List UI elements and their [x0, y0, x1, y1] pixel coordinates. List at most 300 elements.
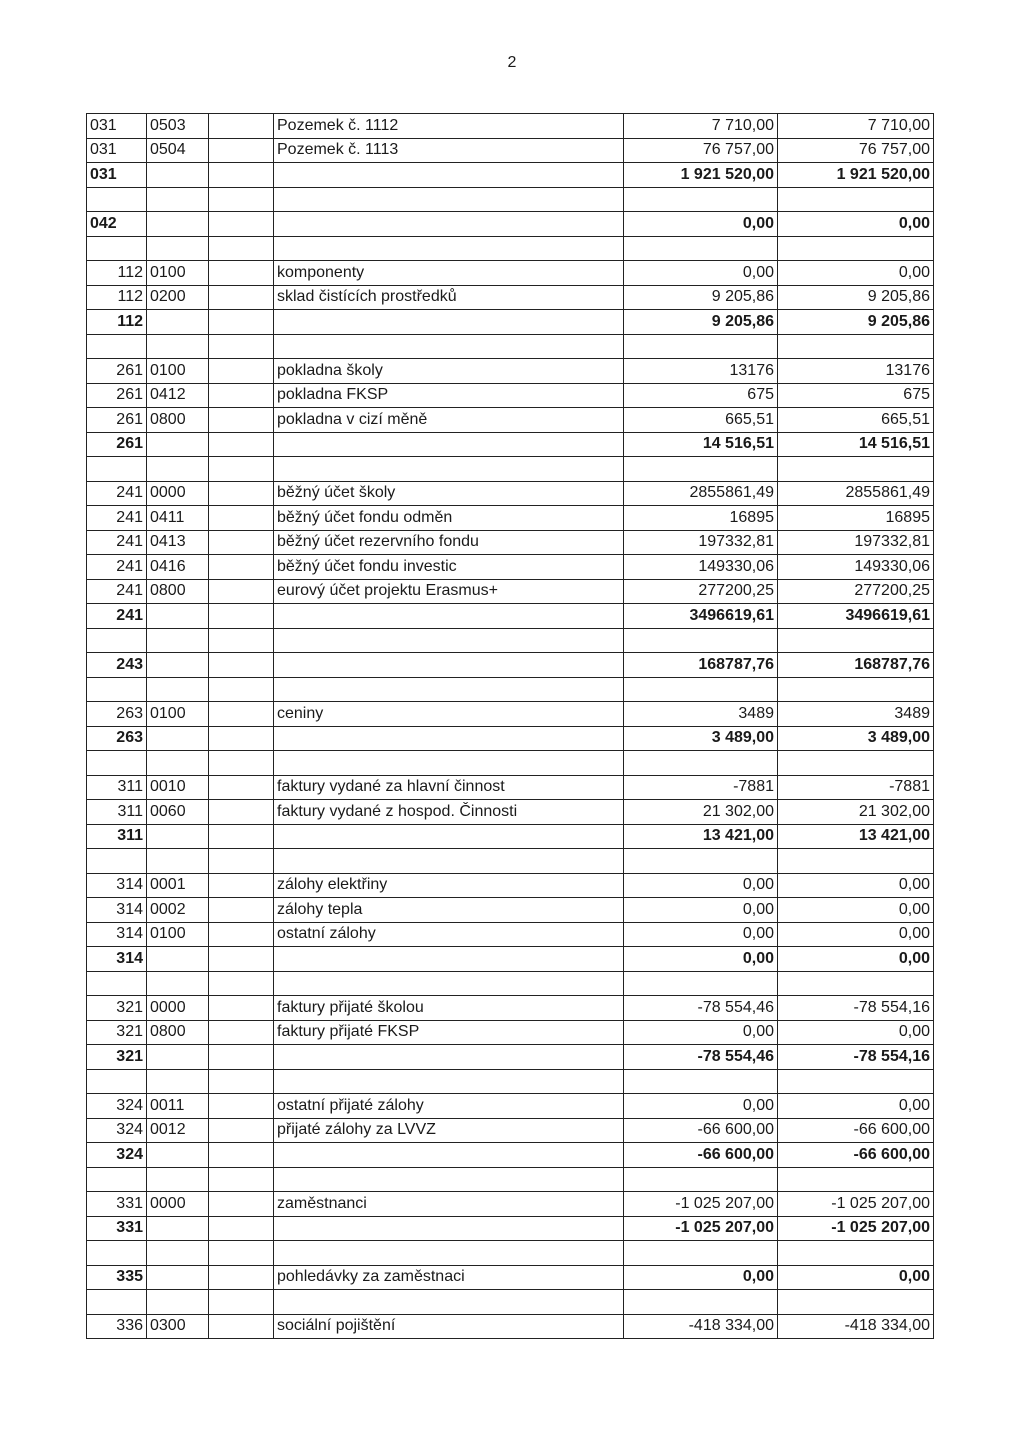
balance-end-cell: -78 554,16 [778, 1045, 934, 1070]
spacer-row [87, 849, 934, 874]
account-name-cell [274, 310, 624, 335]
empty-cell [209, 408, 274, 433]
empty-cell [209, 898, 274, 923]
synthetic-account-cell [87, 628, 147, 653]
account-name-cell: eurový účet projektu Erasmus+ [274, 579, 624, 604]
account-total-row [87, 212, 934, 237]
account-name-cell: pokladna školy [274, 359, 624, 384]
account-name-cell [274, 726, 624, 751]
synthetic-account-cell [87, 1241, 147, 1266]
account-total-row [87, 163, 934, 188]
balance-start-cell [624, 1167, 778, 1192]
synthetic-account-cell: 324 [87, 1118, 147, 1143]
account-row [87, 1192, 934, 1217]
balance-start-cell: 0,00 [624, 1094, 778, 1119]
analytic-account-cell: 0800 [147, 408, 209, 433]
account-name-cell [274, 163, 624, 188]
spacer-row [87, 334, 934, 359]
account-name-cell: zaměstnanci [274, 1192, 624, 1217]
account-row [87, 481, 934, 506]
analytic-account-cell: 0200 [147, 285, 209, 310]
balance-start-cell: -66 600,00 [624, 1143, 778, 1168]
account-name-cell [274, 1069, 624, 1094]
synthetic-account-cell: 335 [87, 1265, 147, 1290]
empty-cell [209, 653, 274, 678]
spacer-row [87, 628, 934, 653]
account-row [87, 922, 934, 947]
account-name-cell: faktury vydané z hospod. Činnosti [274, 800, 624, 825]
balance-start-cell: 0,00 [624, 261, 778, 286]
account-name-cell: přijaté zálohy za LVVZ [274, 1118, 624, 1143]
account-name-cell [274, 1167, 624, 1192]
synthetic-account-cell: 314 [87, 898, 147, 923]
balance-end-cell: 0,00 [778, 1094, 934, 1119]
analytic-account-cell: 0060 [147, 800, 209, 825]
synthetic-account-cell: 324 [87, 1143, 147, 1168]
spacer-row [87, 187, 934, 212]
account-name-cell [274, 751, 624, 776]
analytic-account-cell: 0000 [147, 996, 209, 1021]
analytic-account-cell [147, 653, 209, 678]
empty-cell [209, 163, 274, 188]
synthetic-account-cell: 031 [87, 138, 147, 163]
balance-start-cell: 13 421,00 [624, 824, 778, 849]
empty-cell [209, 285, 274, 310]
balance-start-cell [624, 677, 778, 702]
analytic-account-cell: 0416 [147, 555, 209, 580]
balance-end-cell: 7 710,00 [778, 114, 934, 139]
synthetic-account-cell [87, 334, 147, 359]
account-name-cell [274, 849, 624, 874]
balance-end-cell [778, 1241, 934, 1266]
balance-end-cell [778, 1167, 934, 1192]
synthetic-account-cell: 331 [87, 1216, 147, 1241]
analytic-account-cell: 0002 [147, 898, 209, 923]
synthetic-account-cell: 314 [87, 947, 147, 972]
account-total-row [87, 604, 934, 629]
analytic-account-cell: 0300 [147, 1314, 209, 1339]
synthetic-account-cell [87, 457, 147, 482]
balance-start-cell: 9 205,86 [624, 310, 778, 335]
account-name-cell [274, 187, 624, 212]
synthetic-account-cell: 336 [87, 1314, 147, 1339]
analytic-account-cell: 0001 [147, 873, 209, 898]
synthetic-account-cell [87, 971, 147, 996]
analytic-account-cell [147, 947, 209, 972]
empty-cell [209, 1290, 274, 1315]
empty-cell [209, 261, 274, 286]
synthetic-account-cell: 112 [87, 285, 147, 310]
balance-start-cell: 0,00 [624, 212, 778, 237]
analytic-account-cell [147, 310, 209, 335]
analytic-account-cell: 0100 [147, 922, 209, 947]
empty-cell [209, 212, 274, 237]
empty-cell [209, 1216, 274, 1241]
balance-start-cell: -7881 [624, 775, 778, 800]
balance-start-cell: 3 489,00 [624, 726, 778, 751]
account-row [87, 1314, 934, 1339]
balance-start-cell [624, 751, 778, 776]
synthetic-account-cell: 261 [87, 383, 147, 408]
account-name-cell: ostatní zálohy [274, 922, 624, 947]
spacer-row [87, 971, 934, 996]
account-name-cell: zálohy elektřiny [274, 873, 624, 898]
empty-cell [209, 555, 274, 580]
synthetic-account-cell: 031 [87, 163, 147, 188]
account-total-row [87, 310, 934, 335]
balance-end-cell [778, 1290, 934, 1315]
balance-start-cell: -1 025 207,00 [624, 1216, 778, 1241]
page-number: 2 [507, 54, 517, 71]
account-name-cell: ceniny [274, 702, 624, 727]
balance-start-cell [624, 187, 778, 212]
balance-end-cell: 0,00 [778, 922, 934, 947]
balance-end-cell [778, 971, 934, 996]
balance-start-cell: 13176 [624, 359, 778, 384]
analytic-account-cell [147, 1241, 209, 1266]
account-name-cell: běžný účet školy [274, 481, 624, 506]
empty-cell [209, 187, 274, 212]
analytic-account-cell [147, 334, 209, 359]
empty-cell [209, 824, 274, 849]
balance-end-cell: -1 025 207,00 [778, 1192, 934, 1217]
analytic-account-cell: 0100 [147, 261, 209, 286]
analytic-account-cell: 0000 [147, 1192, 209, 1217]
balance-start-cell: 168787,76 [624, 653, 778, 678]
account-total-row [87, 1045, 934, 1070]
analytic-account-cell [147, 1290, 209, 1315]
analytic-account-cell [147, 1265, 209, 1290]
empty-cell [209, 1069, 274, 1094]
account-name-cell [274, 653, 624, 678]
empty-cell [209, 310, 274, 335]
empty-cell [209, 530, 274, 555]
account-row [87, 800, 934, 825]
synthetic-account-cell: 311 [87, 775, 147, 800]
analytic-account-cell [147, 1069, 209, 1094]
balance-end-cell: 2855861,49 [778, 481, 934, 506]
balance-start-cell [624, 628, 778, 653]
empty-cell [209, 481, 274, 506]
analytic-account-cell: 0100 [147, 359, 209, 384]
empty-cell [209, 849, 274, 874]
balance-start-cell: 76 757,00 [624, 138, 778, 163]
synthetic-account-cell: 321 [87, 1045, 147, 1070]
balance-end-cell [778, 628, 934, 653]
balance-start-cell: 0,00 [624, 1020, 778, 1045]
empty-cell [209, 1314, 274, 1339]
empty-cell [209, 971, 274, 996]
account-name-cell: faktury přijaté školou [274, 996, 624, 1021]
synthetic-account-cell: 321 [87, 1020, 147, 1045]
spacer-row [87, 1069, 934, 1094]
account-row [87, 261, 934, 286]
account-balance-table [86, 113, 934, 1339]
empty-cell [209, 1045, 274, 1070]
synthetic-account-cell: 241 [87, 555, 147, 580]
account-row [87, 383, 934, 408]
analytic-account-cell [147, 751, 209, 776]
spacer-row [87, 1167, 934, 1192]
account-name-cell: pokladna FKSP [274, 383, 624, 408]
balance-start-cell: 16895 [624, 506, 778, 531]
account-name-cell: pohledávky za zaměstnaci [274, 1265, 624, 1290]
analytic-account-cell [147, 236, 209, 261]
balance-start-cell [624, 1241, 778, 1266]
analytic-account-cell: 0503 [147, 114, 209, 139]
account-row [87, 579, 934, 604]
account-name-cell [274, 1143, 624, 1168]
analytic-account-cell: 0411 [147, 506, 209, 531]
analytic-account-cell: 0010 [147, 775, 209, 800]
account-name-cell: Pozemek č. 1113 [274, 138, 624, 163]
account-name-cell: pokladna v cizí měně [274, 408, 624, 433]
empty-cell [209, 579, 274, 604]
synthetic-account-cell: 311 [87, 800, 147, 825]
ledger-body [87, 114, 934, 1339]
analytic-account-cell [147, 824, 209, 849]
empty-cell [209, 1143, 274, 1168]
balance-start-cell [624, 236, 778, 261]
account-row [87, 775, 934, 800]
account-row [87, 702, 934, 727]
balance-start-cell [624, 849, 778, 874]
analytic-account-cell: 0012 [147, 1118, 209, 1143]
account-name-cell: běžný účet fondu odměn [274, 506, 624, 531]
empty-cell [209, 114, 274, 139]
analytic-account-cell [147, 212, 209, 237]
balance-end-cell: -78 554,16 [778, 996, 934, 1021]
empty-cell [209, 506, 274, 531]
account-name-cell [274, 212, 624, 237]
balance-end-cell: -66 600,00 [778, 1143, 934, 1168]
synthetic-account-cell: 241 [87, 579, 147, 604]
account-total-row [87, 1143, 934, 1168]
synthetic-account-cell: 112 [87, 261, 147, 286]
analytic-account-cell [147, 849, 209, 874]
synthetic-account-cell: 331 [87, 1192, 147, 1217]
account-row [87, 1118, 934, 1143]
account-row [87, 114, 934, 139]
balance-end-cell: -66 600,00 [778, 1118, 934, 1143]
balance-end-cell: -7881 [778, 775, 934, 800]
empty-cell [209, 1020, 274, 1045]
empty-cell [209, 432, 274, 457]
balance-start-cell: 675 [624, 383, 778, 408]
balance-end-cell: 13176 [778, 359, 934, 384]
balance-end-cell: 3 489,00 [778, 726, 934, 751]
synthetic-account-cell [87, 677, 147, 702]
balance-end-cell: 3489 [778, 702, 934, 727]
synthetic-account-cell [87, 849, 147, 874]
spacer-row [87, 751, 934, 776]
empty-cell [209, 138, 274, 163]
balance-end-cell: 168787,76 [778, 653, 934, 678]
balance-start-cell [624, 971, 778, 996]
synthetic-account-cell: 311 [87, 824, 147, 849]
balance-end-cell: 0,00 [778, 212, 934, 237]
balance-start-cell: 665,51 [624, 408, 778, 433]
balance-start-cell: 7 710,00 [624, 114, 778, 139]
balance-start-cell: 9 205,86 [624, 285, 778, 310]
empty-cell [209, 775, 274, 800]
balance-end-cell: 0,00 [778, 898, 934, 923]
balance-start-cell [624, 457, 778, 482]
account-name-cell: sociální pojištění [274, 1314, 624, 1339]
balance-start-cell: 3496619,61 [624, 604, 778, 629]
synthetic-account-cell: 314 [87, 922, 147, 947]
synthetic-account-cell [87, 751, 147, 776]
analytic-account-cell: 0011 [147, 1094, 209, 1119]
balance-end-cell: 665,51 [778, 408, 934, 433]
spacer-row [87, 236, 934, 261]
balance-end-cell: 277200,25 [778, 579, 934, 604]
account-name-cell [274, 1290, 624, 1315]
balance-start-cell: 0,00 [624, 873, 778, 898]
analytic-account-cell: 0800 [147, 1020, 209, 1045]
account-name-cell: faktury přijaté FKSP [274, 1020, 624, 1045]
balance-end-cell: 16895 [778, 506, 934, 531]
account-name-cell: faktury vydané za hlavní činnost [274, 775, 624, 800]
balance-start-cell [624, 334, 778, 359]
account-name-cell: sklad čistících prostředků [274, 285, 624, 310]
empty-cell [209, 751, 274, 776]
analytic-account-cell [147, 1045, 209, 1070]
balance-end-cell [778, 849, 934, 874]
account-name-cell [274, 604, 624, 629]
empty-cell [209, 1192, 274, 1217]
analytic-account-cell [147, 604, 209, 629]
balance-start-cell: 0,00 [624, 898, 778, 923]
balance-end-cell: 3496619,61 [778, 604, 934, 629]
empty-cell [209, 677, 274, 702]
account-name-cell: komponenty [274, 261, 624, 286]
balance-end-cell: 14 516,51 [778, 432, 934, 457]
balance-end-cell [778, 1069, 934, 1094]
analytic-account-cell [147, 677, 209, 702]
spacer-row [87, 1241, 934, 1266]
synthetic-account-cell: 241 [87, 530, 147, 555]
empty-cell [209, 1265, 274, 1290]
synthetic-account-cell: 243 [87, 653, 147, 678]
account-name-cell: běžný účet fondu investic [274, 555, 624, 580]
balance-end-cell: 149330,06 [778, 555, 934, 580]
account-name-cell [274, 457, 624, 482]
synthetic-account-cell: 241 [87, 481, 147, 506]
empty-cell [209, 1167, 274, 1192]
analytic-account-cell [147, 163, 209, 188]
balance-end-cell: 13 421,00 [778, 824, 934, 849]
balance-end-cell: -1 025 207,00 [778, 1216, 934, 1241]
balance-end-cell: 0,00 [778, 1265, 934, 1290]
empty-cell [209, 457, 274, 482]
analytic-account-cell [147, 187, 209, 212]
account-name-cell: Pozemek č. 1112 [274, 114, 624, 139]
balance-start-cell: 197332,81 [624, 530, 778, 555]
balance-end-cell: 9 205,86 [778, 285, 934, 310]
balance-start-cell: 21 302,00 [624, 800, 778, 825]
analytic-account-cell [147, 1216, 209, 1241]
empty-cell [209, 996, 274, 1021]
synthetic-account-cell: 321 [87, 996, 147, 1021]
balance-end-cell: 76 757,00 [778, 138, 934, 163]
synthetic-account-cell: 031 [87, 114, 147, 139]
account-row [87, 1094, 934, 1119]
account-name-cell [274, 971, 624, 996]
account-total-row [87, 432, 934, 457]
account-row [87, 138, 934, 163]
balance-end-cell [778, 334, 934, 359]
synthetic-account-cell: 263 [87, 726, 147, 751]
synthetic-account-cell [87, 187, 147, 212]
balance-start-cell: 1 921 520,00 [624, 163, 778, 188]
account-row [87, 873, 934, 898]
spacer-row [87, 677, 934, 702]
synthetic-account-cell: 241 [87, 506, 147, 531]
synthetic-account-cell: 261 [87, 432, 147, 457]
empty-cell [209, 947, 274, 972]
empty-cell [209, 726, 274, 751]
balance-start-cell: -418 334,00 [624, 1314, 778, 1339]
synthetic-account-cell: 112 [87, 310, 147, 335]
synthetic-account-cell: 042 [87, 212, 147, 237]
account-name-cell: ostatní přijaté zálohy [274, 1094, 624, 1119]
account-name-cell [274, 432, 624, 457]
empty-cell [209, 359, 274, 384]
account-total-row [87, 653, 934, 678]
account-name-cell [274, 1216, 624, 1241]
account-name-cell [274, 1241, 624, 1266]
account-row [87, 1020, 934, 1045]
analytic-account-cell: 0800 [147, 579, 209, 604]
empty-cell [209, 334, 274, 359]
balance-start-cell: 3489 [624, 702, 778, 727]
synthetic-account-cell: 261 [87, 408, 147, 433]
empty-cell [209, 628, 274, 653]
analytic-account-cell [147, 726, 209, 751]
account-total-row [87, 726, 934, 751]
balance-end-cell: 0,00 [778, 873, 934, 898]
account-row [87, 506, 934, 531]
balance-start-cell: 14 516,51 [624, 432, 778, 457]
analytic-account-cell [147, 628, 209, 653]
balance-end-cell [778, 751, 934, 776]
empty-cell [209, 236, 274, 261]
account-total-row [87, 824, 934, 849]
empty-cell [209, 604, 274, 629]
account-name-cell: zálohy tepla [274, 898, 624, 923]
account-name-cell [274, 628, 624, 653]
account-name-cell [274, 1045, 624, 1070]
balance-end-cell: 197332,81 [778, 530, 934, 555]
balance-end-cell: -418 334,00 [778, 1314, 934, 1339]
synthetic-account-cell [87, 236, 147, 261]
account-row [87, 359, 934, 384]
balance-start-cell: 0,00 [624, 922, 778, 947]
balance-end-cell: 0,00 [778, 1020, 934, 1045]
analytic-account-cell: 0100 [147, 702, 209, 727]
account-row [87, 408, 934, 433]
account-name-cell [274, 824, 624, 849]
synthetic-account-cell [87, 1167, 147, 1192]
balance-start-cell: 277200,25 [624, 579, 778, 604]
synthetic-account-cell: 263 [87, 702, 147, 727]
spacer-row [87, 1290, 934, 1315]
empty-cell [209, 922, 274, 947]
synthetic-account-cell: 261 [87, 359, 147, 384]
analytic-account-cell [147, 457, 209, 482]
balance-end-cell [778, 187, 934, 212]
